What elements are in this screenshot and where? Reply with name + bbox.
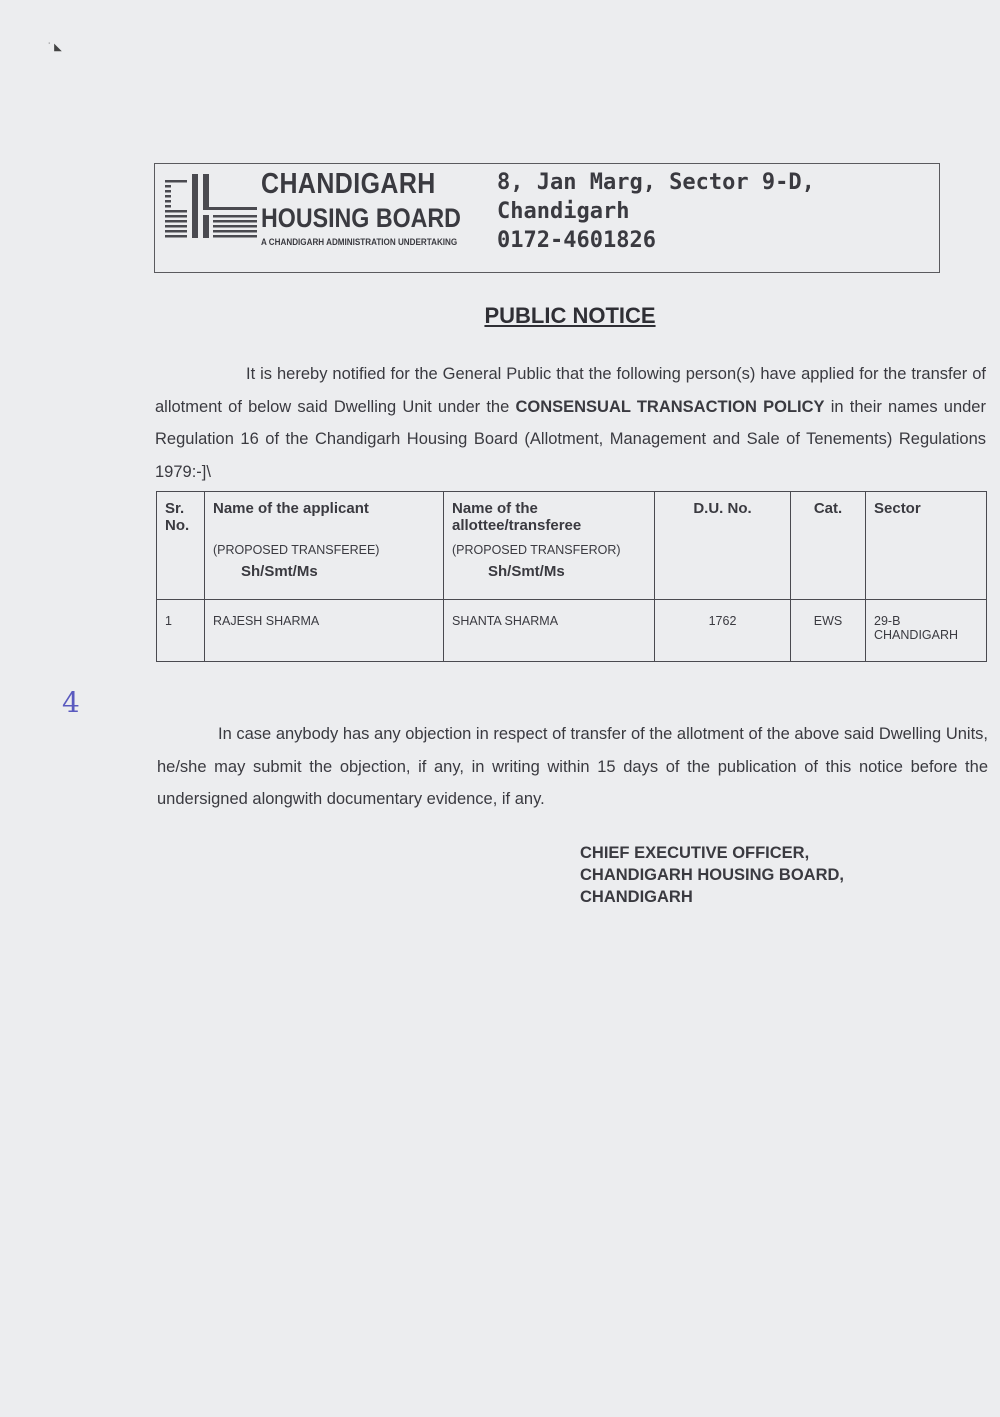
cell-applicant: RAJESH SHARMA — [205, 600, 444, 662]
signature-line3: CHANDIGARH — [580, 888, 693, 906]
org-address — [497, 168, 815, 255]
org-name-line1: CHANDIGARH — [261, 168, 436, 200]
header-applicant — [205, 492, 444, 600]
cell-sr: 1 — [157, 600, 205, 662]
header-allottee-label: Name of the allottee/transferee — [452, 500, 582, 534]
header-sr-label: Sr. No. — [165, 500, 190, 534]
notice-title: PUBLIC NOTICE — [484, 303, 656, 328]
header-sr-no — [157, 492, 205, 600]
header-sector-label: Sector — [874, 500, 921, 517]
intro-paragraph — [155, 358, 986, 488]
cell-du-no: 1762 — [655, 600, 791, 662]
signature-line2: CHANDIGARH HOUSING BOARD, — [580, 866, 844, 884]
header-cat — [791, 492, 866, 600]
header-allottee-sub: (PROPOSED TRANSFEROR) — [452, 543, 621, 557]
org-tagline: A CHANDIGARH ADMINISTRATION UNDERTAKING — [261, 237, 458, 247]
objection-paragraph: In case anybody has any objection in respect of transfer of the allotment of the above said Dwelling Units, he/she may submit the objection, if any, in writing within 15 days of the publication of this notice before the undersigned alongwith documentary evidence, if any. — [157, 725, 988, 808]
signature-block — [580, 842, 844, 908]
header-sector — [866, 492, 987, 600]
address-line2: Chandigarh — [497, 199, 630, 224]
header-applicant-sub: (PROPOSED TRANSFEREE) — [213, 543, 380, 557]
header-allottee-title: Sh/Smt/Ms — [488, 563, 565, 580]
phone-number: 0172-4601826 — [497, 228, 656, 253]
intro-part1: It is hereby notified for the General Public that the following person(s) have applied for the transfer of allotment of below said Dwelling Unit under the — [155, 365, 986, 416]
cell-allottee: SHANTA SHARMA — [444, 600, 655, 662]
dwelling-units-table — [156, 491, 987, 662]
policy-name: CONSENSUAL TRANSACTION POLICY — [515, 397, 825, 416]
chb-logo-icon — [165, 174, 257, 240]
header-allottee — [444, 492, 655, 600]
scan-speck: ˙ ◣ — [48, 42, 62, 53]
header-applicant-label: Name of the applicant — [213, 500, 369, 517]
cell-sector: 29-B CHANDIGARH — [866, 600, 987, 662]
header-applicant-title: Sh/Smt/Ms — [241, 563, 318, 580]
address-line1: 8, Jan Marg, Sector 9-D, — [497, 170, 815, 195]
letterhead — [154, 163, 940, 273]
intro-part2: in their names under Regulation 16 of the Chandigarh Housing Board (Allotment, Management and Sale of Tenements) Regulations 1979:-]\ — [155, 397, 986, 481]
table-header-row — [157, 492, 987, 600]
cell-cat: EWS — [791, 600, 866, 662]
org-name-line2: HOUSING BOARD — [261, 203, 461, 233]
header-du-no — [655, 492, 791, 600]
header-du-label: D.U. No. — [693, 500, 752, 517]
handwritten-margin-note: 4 — [62, 686, 80, 719]
header-cat-label: Cat. — [813, 500, 843, 517]
table-row — [157, 600, 987, 662]
signature-line1: CHIEF EXECUTIVE OFFICER, — [580, 844, 810, 862]
